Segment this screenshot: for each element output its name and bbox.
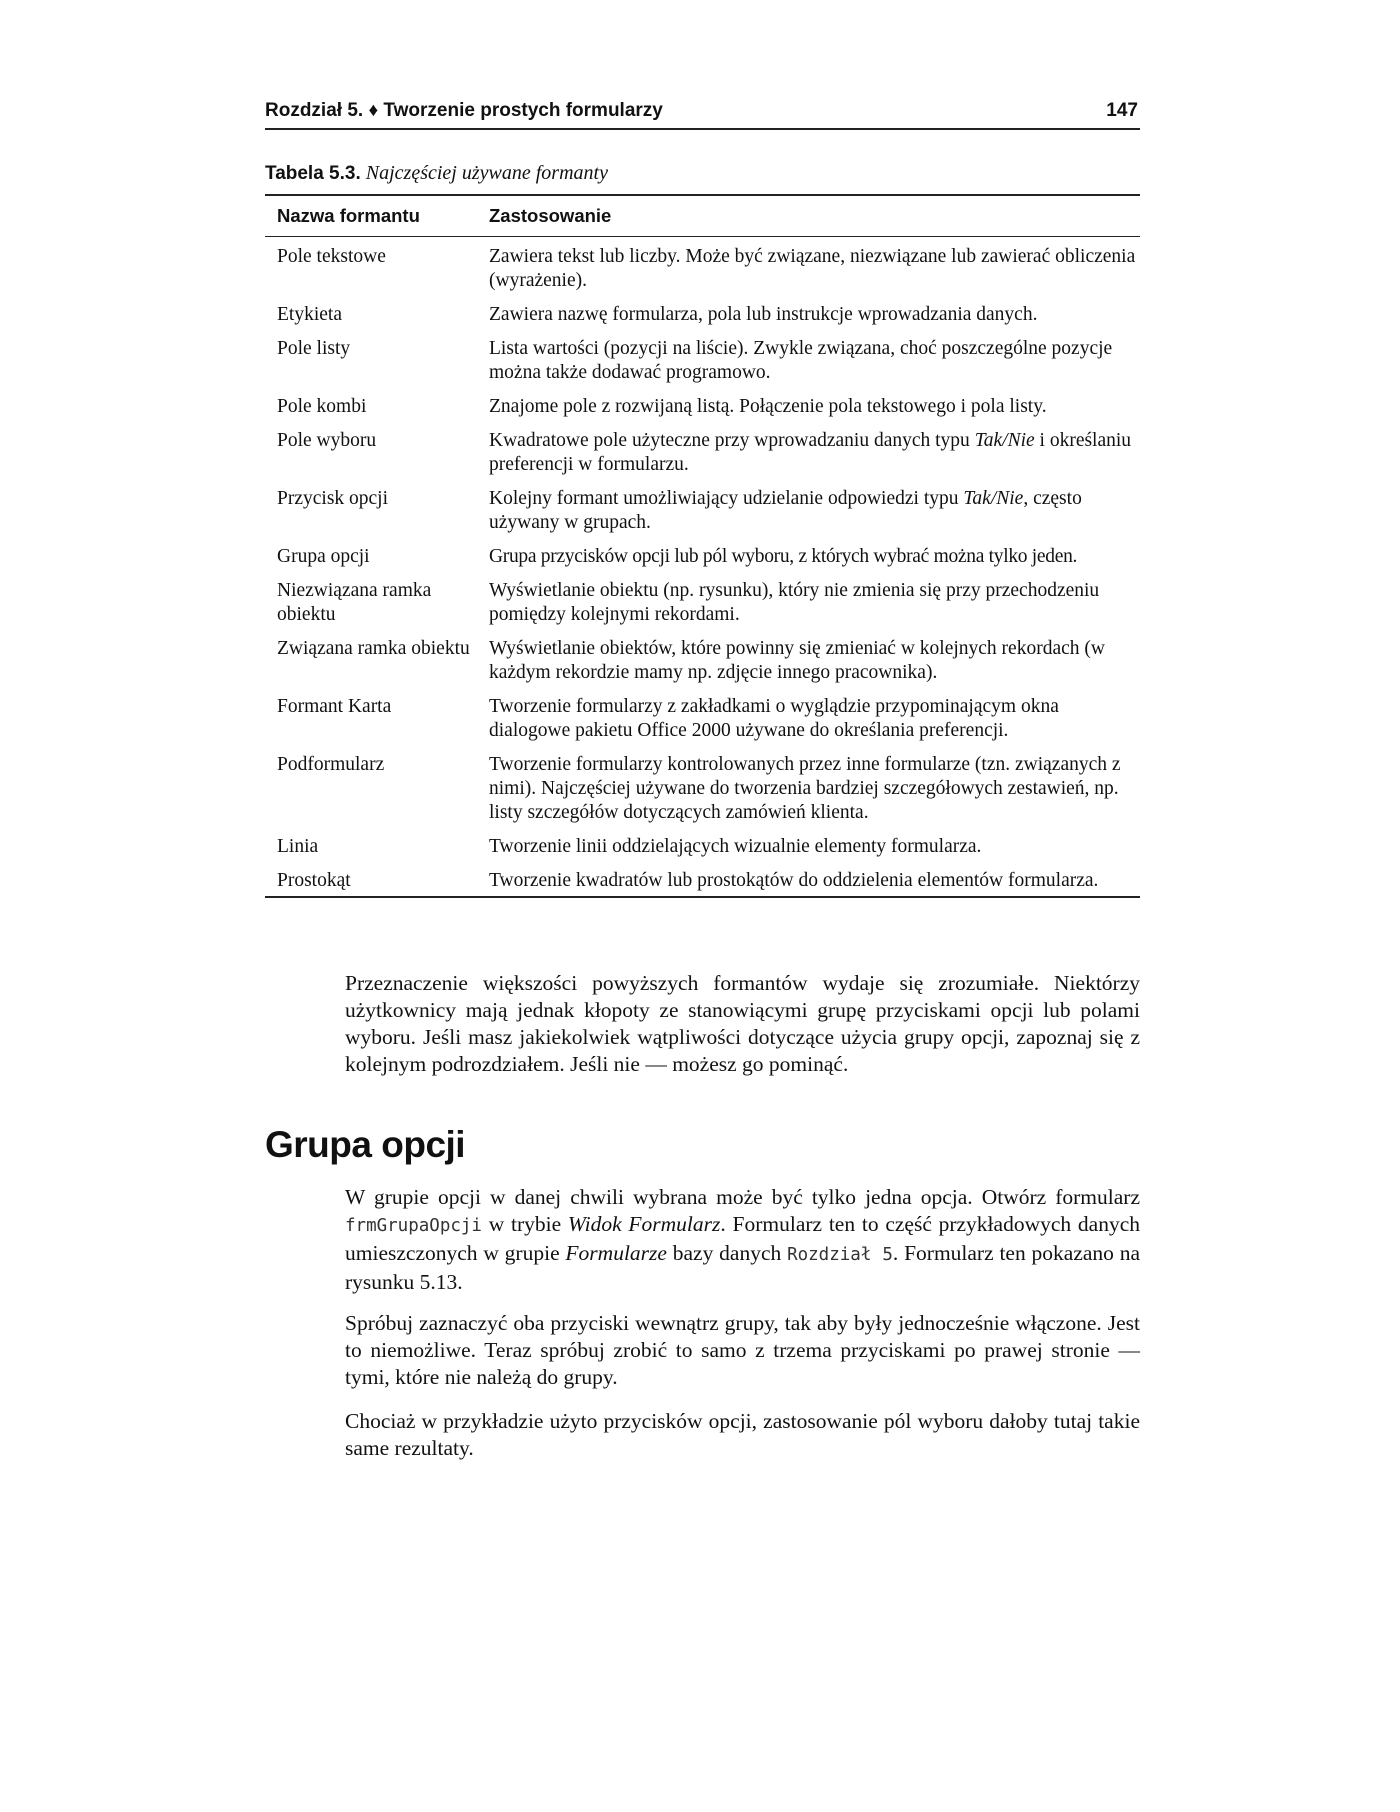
chapter-title: Rozdział 5. ♦ Tworzenie prostych formularzy [265,100,663,121]
control-name: Etykieta [277,304,342,325]
section-paragraph-3: Chociaż w przykładzie użyto przycisków opcji, zastosowanie pól wyboru dałoby tutaj takie same rezultaty. [345,1408,1140,1460]
page-number: 147 [1106,100,1138,121]
control-usage: Znajome pole z rozwijaną listą. Połączenie pola tekstowego i pola listy. [489,396,1047,417]
control-usage: Lista wartości (pozycji na liście). Zwykle związana, choć poszczególne pozycje można także dodawać programowo. [489,338,1113,383]
column-header-name: Nazwa formantu [265,195,477,237]
table-caption [265,162,608,185]
table-row [265,748,1140,830]
control-name: Niezwiązana ramka obiektu [277,580,432,625]
table-caption-label: Tabela 5.3. [265,163,361,184]
table-caption-title: Najczęściej używane formanty [365,162,608,184]
paragraph-text: bazy danych [666,1240,788,1265]
table-header-row [265,195,1140,237]
usage-emphasis: Tak/Nie [974,430,1035,451]
table-row [265,632,1140,690]
control-usage: Tworzenie kwadratów lub prostokątów do oddzielenia elementów formularza. [477,864,1140,897]
usage-emphasis: Tak/Nie [963,488,1024,509]
table-row [265,830,1140,864]
running-header [265,98,1140,130]
control-usage: Tworzenie linii oddzielających wizualnie elementy formularza. [489,836,982,857]
control-name: Podformularz [277,754,385,775]
table-row [265,690,1140,748]
control-name: Pole kombi [277,396,367,417]
table-row [265,332,1140,390]
table-row [265,237,1140,299]
control-usage: Zawiera tekst lub liczby. Może być związane, niezwiązane lub zawierać obliczenia (wyrażenie). [489,246,1136,291]
control-usage: Grupa przycisków opcji lub pól wyboru, z których wybrać można tylko jeden. [489,546,1078,567]
control-name: Linia [277,836,319,857]
table-row [265,482,1140,540]
table-row [265,574,1140,632]
usage-text: Kwadratowe pole użyteczne przy wprowadzaniu danych typu [489,430,975,451]
paragraph-text: w trybie [481,1211,568,1236]
controls-table [265,194,1140,898]
control-name: Grupa opcji [277,546,370,567]
section-paragraph-1 [345,1184,1140,1296]
control-usage: Zawiera nazwę formularza, pola lub instrukcje wprowadzania danych. [489,304,1038,325]
code-database-name: Rozdział 5 [787,1244,893,1265]
control-name: Związana ramka obiektu [277,638,470,659]
paragraph-text: . Formularz ten to część przykładowych danych umieszczonych w grupie [345,1211,1140,1265]
table-row [265,390,1140,424]
table-row [265,298,1140,332]
control-name: Pole listy [277,338,351,359]
column-header-usage: Zastosowanie [477,195,1140,237]
control-usage: Tworzenie formularzy z zakładkami o wyglądzie przypominającym okna dialogowe pakietu Office 2000 używane do określania preferencji. [489,696,1059,741]
control-name: Pole wyboru [277,430,377,451]
emphasis-group-name: Formularze [565,1240,667,1265]
control-name: Prostokąt [265,864,477,897]
control-name: Pole tekstowe [277,246,386,267]
paragraph-text: . Formularz ten pokazano na rysunku 5.13. [345,1240,1141,1294]
table-row [265,864,1140,897]
emphasis-view-name: Widok Formularz [567,1211,721,1236]
control-usage [477,482,1140,540]
control-usage: Wyświetlanie obiektu (np. rysunku), który nie zmienia się przy przechodzeniu pomiędzy kolejnymi rekordami. [489,580,1100,625]
section-heading: Grupa opcji [265,1123,466,1165]
intro-paragraph: Przeznaczenie większości powyższych formantów wydaje się zrozumiałe. Niektórzy użytkownicy mają jednak kłopoty ze stanowiącymi grupę przyciskami opcji lub polami wyboru. Jeśli masz jakiekolwiek wątpliwości dotyczące użycia grupy opcji, zapoznaj się z kolejnym podrozdziałem. Jeśli nie — możesz go pominąć. [345,970,1140,1076]
usage-text: Kolejny formant umożliwiający udzielanie odpowiedzi typu [489,488,964,509]
usage-text: i określaniu preferencji w formularzu. [489,430,1132,475]
control-usage [477,424,1140,482]
usage-text: , często używany w grupach. [489,488,1082,533]
control-name: Przycisk opcji [277,488,389,509]
code-form-name: frmGrupaOpcji [345,1215,482,1236]
control-usage: Wyświetlanie obiektów, które powinny się zmieniać w kolejnych rekordach (w każdym rekordzie mamy np. zdjęcie innego pracownika). [489,638,1105,683]
paragraph-text: W grupie opcji w danej chwili wybrana może być tylko jedna opcja. Otwórz formularz [345,1184,1140,1209]
control-usage: Tworzenie formularzy kontrolowanych przez inne formularze (tzn. związanych z nimi). Najczęściej używane do tworzenia bardziej szczegółowych zestawień, np. listy szczegółów dotyczących zamówień klienta. [489,754,1121,823]
table-row [265,540,1140,574]
control-name: Formant Karta [277,696,392,717]
table-row [265,424,1140,482]
section-paragraph-2: Spróbuj zaznaczyć oba przyciski wewnątrz grupy, tak aby były jednocześnie włączone. Jest to niemożliwe. Teraz spróbuj zrobić to samo z trzema przyciskami po prawej stronie — tymi, które nie należą do grupy. [345,1310,1140,1389]
